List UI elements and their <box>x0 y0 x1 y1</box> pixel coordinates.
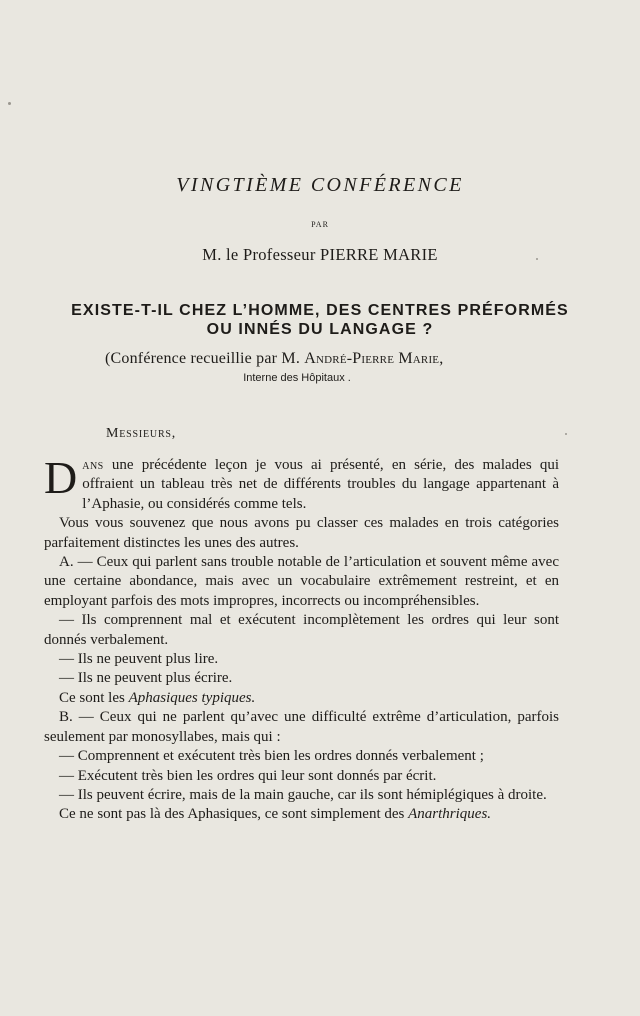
paragraph-7-italic: Aphasiques typiques. <box>128 689 256 706</box>
paragraph-11: — Ils peuvent écrire, mais de la main gauche, car ils sont hémiplégiques à droite. <box>59 786 547 803</box>
paragraph-7-text: Ce sont les <box>59 689 129 706</box>
recorded-by-name: André-Pierre Marie, <box>304 350 444 367</box>
lecture-title: VINGTIÈME CONFÉRENCE <box>176 174 464 196</box>
paragraph-1 <box>44 452 559 514</box>
paragraph-9: — Comprennent et exécutent très bien les ordres donnés verbalement ; <box>59 748 484 765</box>
heading-line-2: OU INNÉS DU LANGAGE ? <box>206 321 434 338</box>
heading-line-1: EXISTE-T-IL CHEZ L’HOMME, DES CENTRES PRÉFORMÉS <box>71 302 569 319</box>
paper-speck <box>565 433 567 435</box>
recorded-by-prefix: (Conférence recueillie par M. <box>105 350 305 367</box>
paragraph-12-italic: Anarthriques. <box>408 806 492 823</box>
paragraph-12 <box>44 805 559 824</box>
author-line: M. le Professeur PIERRE MARIE <box>202 245 438 264</box>
paragraph-12-text: Ce ne sont pas là des Aphasiques, ce sont simplement des <box>59 806 409 823</box>
paper-speck <box>8 102 11 105</box>
paragraph-2: Vous vous souvenez que nous avons pu classer ces malades en trois catégories parfaitement distinctes les unes des autres. <box>44 515 559 551</box>
salutation: Messieurs, <box>106 426 177 441</box>
paragraph-3: A. — Ceux qui parlent sans trouble notable de l’articulation et souvent même avec une certaine abondance, mais avec un vocabulaire extrêmement restreint, et en employant parfois des mots impropres, incorrects ou incompréhensibles. <box>44 554 559 609</box>
by-label: PAR <box>311 220 329 229</box>
paragraph-1-text: une précédente leçon je vous ai présenté, en série, des malades qui offraient un tableau très net de différents troubles du langage appartenant à l’Aphasie, ou considérés comme tels. <box>82 457 559 512</box>
paragraph-6: — Ils ne peuvent plus écrire. <box>59 670 233 687</box>
recorded-by-line <box>105 350 443 368</box>
paragraph-7 <box>44 689 559 708</box>
drop-cap: D <box>44 452 78 503</box>
paragraph-5: — Ils ne peuvent plus lire. <box>59 651 219 668</box>
paragraph-10: — Exécutent très bien les ordres qui leur sont donnés par écrit. <box>59 767 437 784</box>
intern-line: Interne des Hôpitaux . <box>243 372 351 384</box>
paragraph-8: B. — Ceux qui ne parlent qu’avec une difficulté extrême d’articulation, parfois seulement par monosyllabes, mais qui : <box>44 709 559 745</box>
body-text <box>44 452 559 825</box>
drop-cap-continuation: ans <box>82 458 104 473</box>
paragraph-4: — Ils comprennent mal et exécutent incomplètement les ordres qui leur sont donnés verbalement. <box>44 612 559 648</box>
